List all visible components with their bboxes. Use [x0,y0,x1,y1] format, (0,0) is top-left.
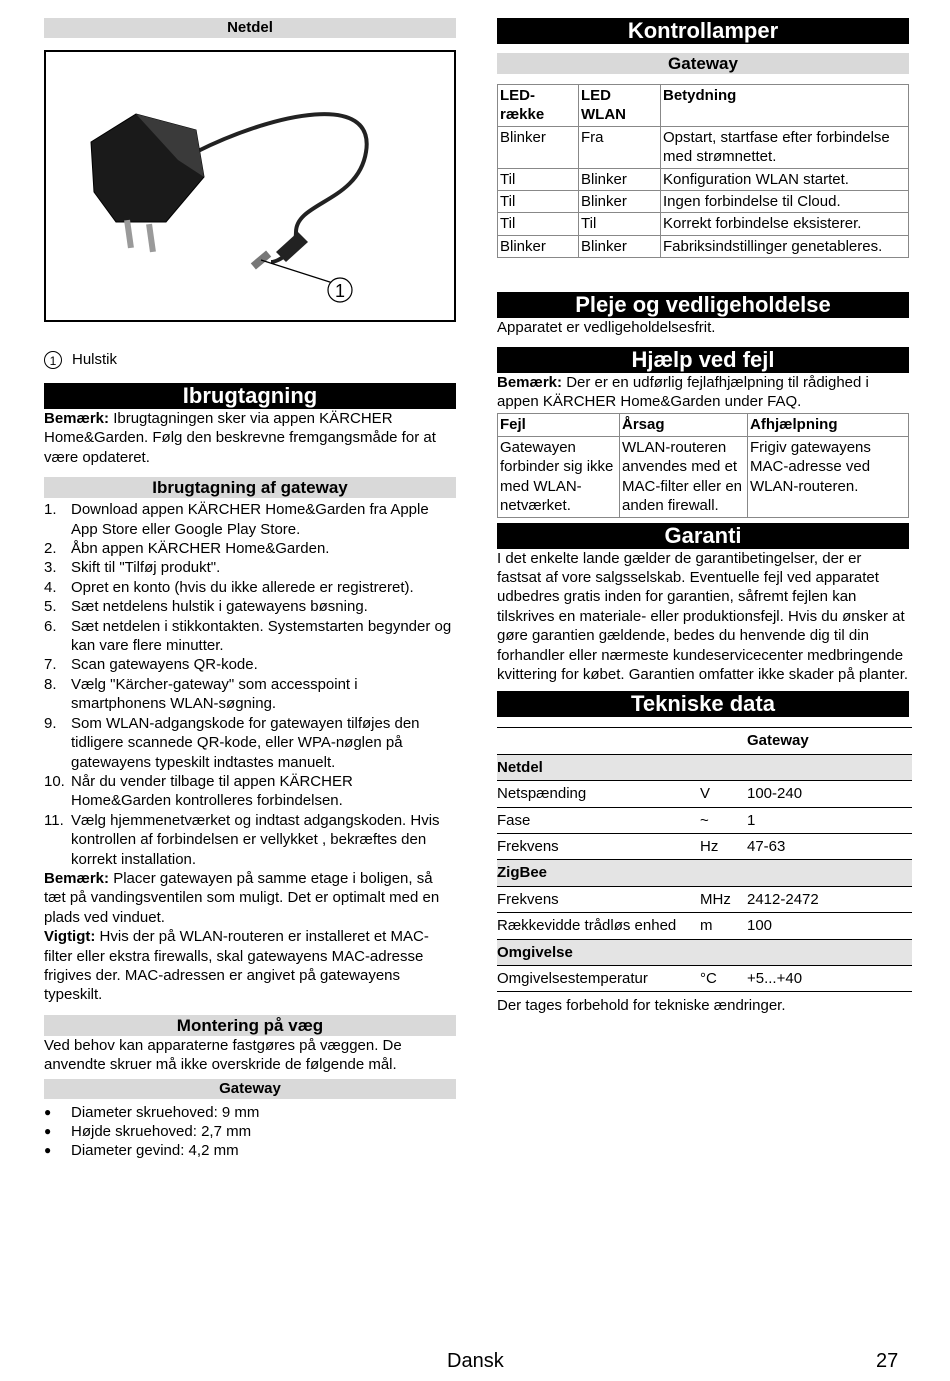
step-number: 6. [44,617,57,635]
indicator-subheading: Gateway [497,53,909,74]
indicator-cell: Blinker [498,126,579,168]
indicator-cell: Til [498,191,579,213]
tech-group-name: Netdel [497,754,912,780]
troubleshooting-heading: Hjælp ved fejl [497,347,909,373]
step-text: Scan gatewayens QR-kode. [71,656,258,674]
wall-mount-subheading: Gateway [44,1079,456,1099]
setup-step [44,811,456,869]
setup-step [44,772,456,811]
step-text: Opret en konto (hvis du ikke allerede er registreret). [71,578,414,596]
screw-spec-text: Diameter gevind: 4,2 mm [71,1142,239,1160]
header-fault: Fejl [498,414,620,436]
step-number: 9. [44,714,57,732]
indicator-cell: Til [579,213,661,235]
tech-data-heading: Tekniske data [497,691,909,717]
commissioning-note: Bemærk: Ibrugtagningen sker via appen KÄRCHER Home&Garden. Følg den beskrevne fremgangsmåde for at være opdateret. [44,410,436,466]
screw-spec-item [44,1122,456,1141]
setup-step [44,558,456,577]
bullet-dot-icon: ● [44,1143,52,1158]
indicator-cell: Fabriksindstillinger genetableres. [661,235,909,257]
indicator-cell: Ingen forbindelse til Cloud. [661,191,909,213]
indicator-cell: Blinker [579,168,661,190]
indicator-row [498,126,909,168]
indicator-row [498,235,909,257]
gateway-setup-steps [44,500,456,869]
fault-row [498,436,909,517]
setup-step [44,500,456,539]
screw-spec-text: Højde skruehoved: 2,7 mm [71,1123,252,1140]
tech-unit: MHz [700,886,747,912]
tech-row [497,781,912,807]
callout-legend-label: Hulstik [72,351,118,369]
tech-column-header: Gateway [747,728,912,754]
header-meaning: Betydning [661,85,909,127]
gateway-setup-heading: Ibrugtagning af gateway [44,477,456,498]
indicator-heading: Kontrollamper [497,18,909,44]
setup-step [44,578,456,597]
step-text: Åbn appen KÄRCHER Home&Garden. [71,540,330,558]
step-text: Når du vender tilbage til appen KÄRCHER Home&Garden kontrolleres forbindelsen. [71,772,353,810]
header-cause: Årsag [620,414,748,436]
tech-label: Netspænding [497,781,700,807]
indicator-cell: Til [498,168,579,190]
setup-step [44,539,456,558]
tech-group-row [497,860,912,886]
header-remedy: Afhjælpning [748,414,909,436]
bullet-dot-icon: ● [44,1124,52,1138]
footer-language: Dansk [447,1350,504,1372]
header-led-row: LED-række [498,85,579,127]
tech-label: Frekvens [497,833,700,859]
step-number: 1. [44,501,57,519]
wall-mount-text: Ved behov kan apparaterne fastgøres på væggen. De anvendte skruer må ikke overskride de følgende mål. [44,1036,402,1074]
tech-footnote: Der tages forbehold for tekniske ændringer. [497,997,786,1015]
step-number: 4. [44,578,57,596]
step-text: Skift til "Tilføj produkt". [71,559,221,577]
tech-group-name: ZigBee [497,860,912,886]
header-led-wlan: LED WLAN [579,85,661,127]
power-supply-figure [44,50,456,322]
step-number: 3. [44,559,57,577]
commissioning-heading: Ibrugtagning [44,383,456,409]
indicator-cell: Opstart, startfase efter forbindelse med strømnettet. [661,126,909,168]
tech-label: Fase [497,807,700,833]
warranty-heading: Garanti [497,523,909,549]
right-column [497,18,909,1016]
tech-label: Omgivelsestemperatur [497,966,700,992]
power-adapter-illustration [46,52,454,320]
indicator-row [498,213,909,235]
screw-spec-item [44,1103,456,1122]
indicator-cell: Blinker [579,191,661,213]
step-text: Sæt netdelen i stikkontakten. Systemstarten begynder og kan vare flere minutter. [71,617,452,655]
tech-row [497,833,912,859]
step-number: 7. [44,656,57,674]
left-column [44,18,456,1161]
tech-value: 47-63 [747,833,912,859]
placement-note: Bemærk: Placer gatewayen på samme etage i boligen, så tæt på vandingsventilen som muligt. Det er optimalt med en plads ved vinduet. [44,869,440,926]
tech-row [497,966,912,992]
step-number: 11. [44,811,64,829]
care-text: Apparatet er vedligeholdelsesfrit. [497,319,716,337]
indicator-cell: Fra [579,126,661,168]
important-note: Vigtigt: Hvis der på WLAN-routeren er installeret et MAC-filter eller ekstra firewalls, skal gatewayens MAC-adresse frigives der. MAC-adressen er angivet på gatewayens typeskilt. [44,928,429,1004]
step-text: Download appen KÄRCHER Home&Garden fra Apple App Store eller Google Play Store. [71,501,429,538]
indicator-cell: Blinker [579,235,661,257]
setup-step [44,655,456,674]
tech-value: 100 [747,913,912,939]
tech-unit: Hz [700,833,747,859]
step-text: Sæt netdelens hulstik i gatewayens bøsning. [71,598,368,616]
tech-label: Rækkevidde trådløs enhed [497,913,700,939]
callout-legend-number: 1 [44,351,62,369]
tech-row [497,913,912,939]
tech-unit: m [700,913,747,939]
indicator-cell: Blinker [498,235,579,257]
screw-spec-text: Diameter skruehoved: 9 mm [71,1103,260,1121]
tech-group-row [497,754,912,780]
step-text: Som WLAN-adgangskode for gatewayen tilføjes den tidligere scannede QR-kode, eller WPA-nøglen på gatewayens typeskilt indtastes manuelt. [71,714,420,771]
indicator-table-header [498,85,909,127]
indicator-row [498,191,909,213]
warranty-text: I det enkelte lande gælder de garantibetingelser, der er fastsat af vore salgsselskab. Eventuelle fejl ved apparatet udbedres gratis inden for garantien, såfremt fejlen kan tilskrives en materiale- eller produktionsfejl. Hvis du ønsker at gøre garantien gældende, bedes du henvende dig til din forhandler eller nærmeste kundeservicecenter medbringende kvittering for købet. Garantien omfatter ikke skader på planter. [497,549,909,683]
fault-table-header [498,414,909,436]
tech-value: 100-240 [747,781,912,807]
step-text: Vælg hjemmenetværket og indtast adgangskoden. Hvis kontrollen af forbindelsen er vellykket , bekræftes den korrekt installation. [71,811,440,868]
tech-group-name: Omgivelse [497,939,912,965]
step-text: Vælg "Kärcher-gateway" som accesspoint i smartphonens WLAN-søgning. [71,675,358,713]
page-number: 27 [876,1350,899,1372]
screw-spec-item [44,1141,456,1160]
step-number: 5. [44,598,57,616]
step-number: 2. [44,540,57,558]
step-number: 8. [44,675,57,693]
plug-pin-right [146,224,156,253]
fault-cell: Frigiv gatewayens MAC-adresse ved WLAN-routeren. [748,436,909,517]
care-heading: Pleje og vedligeholdelse [497,292,909,318]
tech-value: 2412-2472 [747,886,912,912]
indicator-row [498,168,909,190]
tech-column-header-row [497,728,912,754]
tech-unit: °C [700,966,747,992]
callout-leader [261,260,336,284]
callout-number: 1 [334,281,346,301]
tech-data-table [497,727,912,992]
power-supply-heading: Netdel [44,18,456,38]
indicator-cell: Konfiguration WLAN startet. [661,168,909,190]
callout-legend [44,350,456,370]
indicator-cell: Til [498,213,579,235]
wall-mount-heading: Montering på væg [44,1015,456,1036]
setup-step [44,675,456,714]
tech-row [497,886,912,912]
screw-specs-list [44,1103,456,1161]
cable-line [196,114,367,262]
troubleshooting-note: Bemærk: Der er en udførlig fejlafhjælpning til rådighed i appen KÄRCHER Home&Garden under FAQ. [497,373,869,411]
tech-value: +5...+40 [747,966,912,992]
tech-row [497,807,912,833]
bullet-dot-icon: ● [44,1104,52,1119]
setup-step [44,714,456,772]
fault-cell: WLAN-routeren anvendes med et MAC-filter eller en anden firewall. [620,436,748,517]
tech-group-row [497,939,912,965]
setup-step [44,617,456,656]
tech-unit: V [700,781,747,807]
indicator-cell: Korrekt forbindelse eksisterer. [661,213,909,235]
setup-step [44,597,456,616]
tech-unit: ~ [700,807,747,833]
fault-cell: Gatewayen forbinder sig ikke med WLAN-netværket. [498,436,620,517]
tech-value: 1 [747,807,912,833]
plug-pin-left [124,220,134,249]
indicator-table [497,84,909,258]
fault-table [497,413,909,517]
step-number: 10. [44,772,65,790]
tech-label: Frekvens [497,886,700,912]
